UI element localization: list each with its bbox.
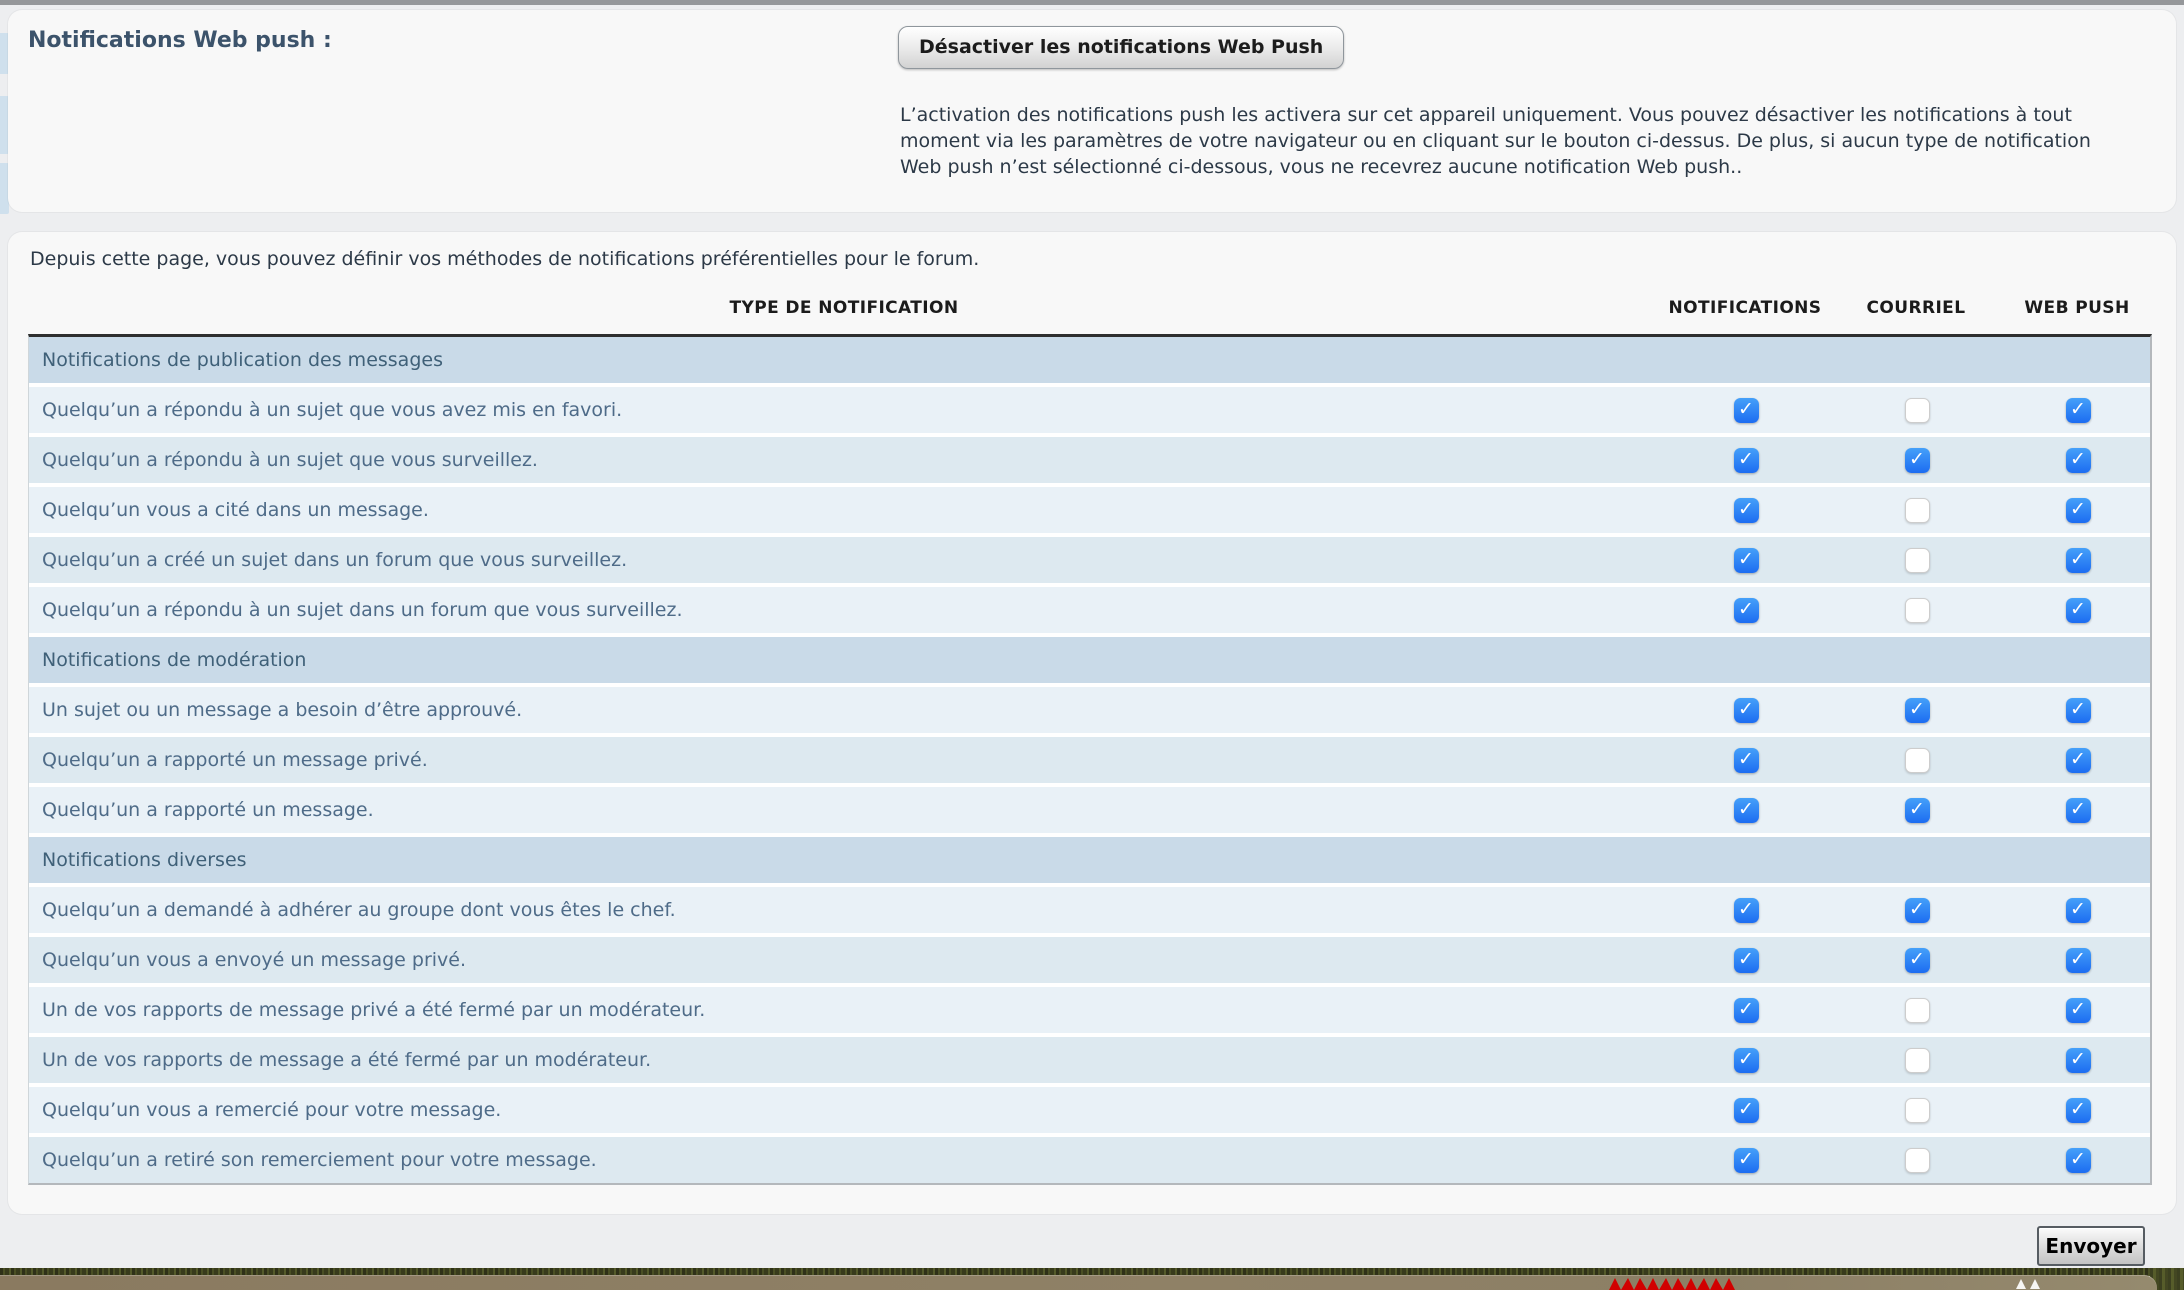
checkbox-web-push[interactable] <box>2066 898 2091 923</box>
column-header-web-push: WEB PUSH <box>2024 298 2130 318</box>
checkbox-web-push[interactable] <box>2066 748 2091 773</box>
checkbox-courriel[interactable] <box>1905 748 1930 773</box>
row-label: Quelqu’un vous a cité dans un message. <box>42 499 429 521</box>
web-push-panel <box>8 10 2176 212</box>
check-icon: ✓ <box>1738 497 1754 520</box>
section-header-label: Notifications de modération <box>42 649 307 671</box>
check-icon: ✓ <box>2070 497 2086 520</box>
web-push-label: Notifications Web push : <box>28 28 332 53</box>
row-label: Quelqu’un a rapporté un message. <box>42 799 374 821</box>
check-icon: ✓ <box>1738 1097 1754 1120</box>
checkbox-notifications[interactable] <box>1734 698 1759 723</box>
notification-row <box>29 887 2150 937</box>
section-header-row <box>29 837 2150 887</box>
section-header-row <box>29 337 2150 387</box>
check-icon: ✓ <box>1738 397 1754 420</box>
checkbox-notifications[interactable] <box>1734 748 1759 773</box>
background-tan-bar <box>0 1275 2157 1290</box>
checkbox-notifications[interactable] <box>1734 448 1759 473</box>
checkbox-courriel[interactable] <box>1905 798 1930 823</box>
white-triangle-decorations <box>2016 1279 2040 1289</box>
table-column-headers <box>28 290 2152 326</box>
notification-row <box>29 537 2150 587</box>
notification-row <box>29 787 2150 837</box>
checkbox-notifications[interactable] <box>1734 1148 1759 1173</box>
check-icon: ✓ <box>2070 797 2086 820</box>
checkbox-courriel[interactable] <box>1905 948 1930 973</box>
checkbox-courriel[interactable] <box>1905 598 1930 623</box>
row-label: Quelqu’un a répondu à un sujet dans un forum que vous surveillez. <box>42 599 683 621</box>
check-icon: ✓ <box>2070 697 2086 720</box>
column-header-type: TYPE DE NOTIFICATION <box>729 298 959 318</box>
check-icon: ✓ <box>1738 947 1754 970</box>
checkbox-courriel[interactable] <box>1905 998 1930 1023</box>
section-header-row <box>29 637 2150 687</box>
checkbox-web-push[interactable] <box>2066 798 2091 823</box>
notification-table <box>28 334 2152 1185</box>
notification-row <box>29 687 2150 737</box>
row-label: Quelqu’un a créé un sujet dans un forum que vous surveillez. <box>42 549 628 571</box>
submit-button[interactable]: Envoyer <box>2037 1226 2145 1266</box>
notification-row <box>29 487 2150 537</box>
check-icon: ✓ <box>2070 1147 2086 1170</box>
row-label: Quelqu’un a rapporté un message privé. <box>42 749 428 771</box>
checkbox-notifications[interactable] <box>1734 948 1759 973</box>
checkbox-web-push[interactable] <box>2066 498 2091 523</box>
checkbox-web-push[interactable] <box>2066 1048 2091 1073</box>
check-icon: ✓ <box>1738 897 1754 920</box>
notification-settings-panel <box>8 232 2176 1214</box>
notification-row <box>29 937 2150 987</box>
check-icon: ✓ <box>1909 447 1925 470</box>
checkbox-notifications[interactable] <box>1734 498 1759 523</box>
checkbox-web-push[interactable] <box>2066 1098 2091 1123</box>
section-header-label: Notifications diverses <box>42 849 247 871</box>
checkbox-courriel[interactable] <box>1905 1148 1930 1173</box>
check-icon: ✓ <box>2070 397 2086 420</box>
check-icon: ✓ <box>2070 997 2086 1020</box>
check-icon: ✓ <box>1738 1147 1754 1170</box>
checkbox-courriel[interactable] <box>1905 448 1930 473</box>
checkbox-web-push[interactable] <box>2066 398 2091 423</box>
row-label: Quelqu’un a retiré son remerciement pour votre message. <box>42 1149 597 1171</box>
check-icon: ✓ <box>1738 597 1754 620</box>
notification-row <box>29 587 2150 637</box>
disable-web-push-button[interactable]: Désactiver les notifications Web Push <box>898 26 1344 69</box>
checkbox-courriel[interactable] <box>1905 398 1930 423</box>
checkbox-web-push[interactable] <box>2066 698 2091 723</box>
check-icon: ✓ <box>2070 1047 2086 1070</box>
checkbox-web-push[interactable] <box>2066 598 2091 623</box>
checkbox-courriel[interactable] <box>1905 898 1930 923</box>
checkbox-courriel[interactable] <box>1905 498 1930 523</box>
check-icon: ✓ <box>2070 1097 2086 1120</box>
checkbox-web-push[interactable] <box>2066 448 2091 473</box>
check-icon: ✓ <box>2070 897 2086 920</box>
check-icon: ✓ <box>1738 747 1754 770</box>
check-icon: ✓ <box>1738 997 1754 1020</box>
notification-row <box>29 987 2150 1037</box>
check-icon: ✓ <box>2070 447 2086 470</box>
checkbox-courriel[interactable] <box>1905 1048 1930 1073</box>
check-icon: ✓ <box>1909 797 1925 820</box>
settings-intro-text: Depuis cette page, vous pouvez définir vos méthodes de notifications préférentielles pour le forum. <box>30 248 980 270</box>
checkbox-notifications[interactable] <box>1734 1048 1759 1073</box>
row-label: Quelqu’un vous a remercié pour votre message. <box>42 1099 502 1121</box>
notification-row <box>29 1087 2150 1137</box>
check-icon: ✓ <box>1909 947 1925 970</box>
check-icon: ✓ <box>1738 547 1754 570</box>
check-icon: ✓ <box>1738 697 1754 720</box>
checkbox-web-push[interactable] <box>2066 948 2091 973</box>
check-icon: ✓ <box>1909 697 1925 720</box>
red-zigzag-decoration <box>1609 1277 1735 1290</box>
check-icon: ✓ <box>1738 447 1754 470</box>
row-label: Quelqu’un a répondu à un sujet que vous avez mis en favori. <box>42 399 623 421</box>
check-icon: ✓ <box>2070 947 2086 970</box>
checkbox-courriel[interactable] <box>1905 1098 1930 1123</box>
checkbox-web-push[interactable] <box>2066 548 2091 573</box>
checkbox-courriel[interactable] <box>1905 698 1930 723</box>
white-triangle-icon <box>2030 1279 2040 1289</box>
row-label: Un sujet ou un message a besoin d’être approuvé. <box>42 699 523 721</box>
checkbox-notifications[interactable] <box>1734 598 1759 623</box>
checkbox-notifications[interactable] <box>1734 798 1759 823</box>
notification-row <box>29 1037 2150 1087</box>
check-icon: ✓ <box>1738 1047 1754 1070</box>
checkbox-courriel[interactable] <box>1905 548 1930 573</box>
row-label: Un de vos rapports de message privé a été fermé par un modérateur. <box>42 999 706 1021</box>
check-icon: ✓ <box>2070 547 2086 570</box>
notification-row <box>29 737 2150 787</box>
column-header-courriel: COURRIEL <box>1866 298 1966 318</box>
check-icon: ✓ <box>1738 797 1754 820</box>
notification-row <box>29 1137 2150 1183</box>
checkbox-notifications[interactable] <box>1734 398 1759 423</box>
notification-row <box>29 437 2150 487</box>
section-header-label: Notifications de publication des messages <box>42 349 443 371</box>
check-icon: ✓ <box>2070 747 2086 770</box>
column-header-notifications: NOTIFICATIONS <box>1668 298 1822 318</box>
row-label: Quelqu’un a demandé à adhérer au groupe dont vous êtes le chef. <box>42 899 676 921</box>
checkbox-notifications[interactable] <box>1734 1098 1759 1123</box>
web-push-description: L’activation des notifications push les activera sur cet appareil uniquement. Vous pouvez désactiver les notifications à tout moment via les paramètres de votre navigateur ou en cliquant sur le bouton ci-dessus. De plus, si aucun type de notification Web push n’est sélectionné ci-dessous, vous ne recevrez aucune notification Web push.. <box>900 104 2091 178</box>
checkbox-web-push[interactable] <box>2066 998 2091 1023</box>
white-triangle-icon <box>2016 1279 2026 1289</box>
row-label: Quelqu’un a répondu à un sujet que vous surveillez. <box>42 449 538 471</box>
checkbox-notifications[interactable] <box>1734 898 1759 923</box>
top-page-edge <box>0 0 2184 5</box>
notification-row <box>29 387 2150 437</box>
check-icon: ✓ <box>1909 897 1925 920</box>
checkbox-notifications[interactable] <box>1734 548 1759 573</box>
checkbox-web-push[interactable] <box>2066 1148 2091 1173</box>
row-label: Un de vos rapports de message a été fermé par un modérateur. <box>42 1049 652 1071</box>
check-icon: ✓ <box>2070 597 2086 620</box>
checkbox-notifications[interactable] <box>1734 998 1759 1023</box>
row-label: Quelqu’un vous a envoyé un message privé. <box>42 949 467 971</box>
